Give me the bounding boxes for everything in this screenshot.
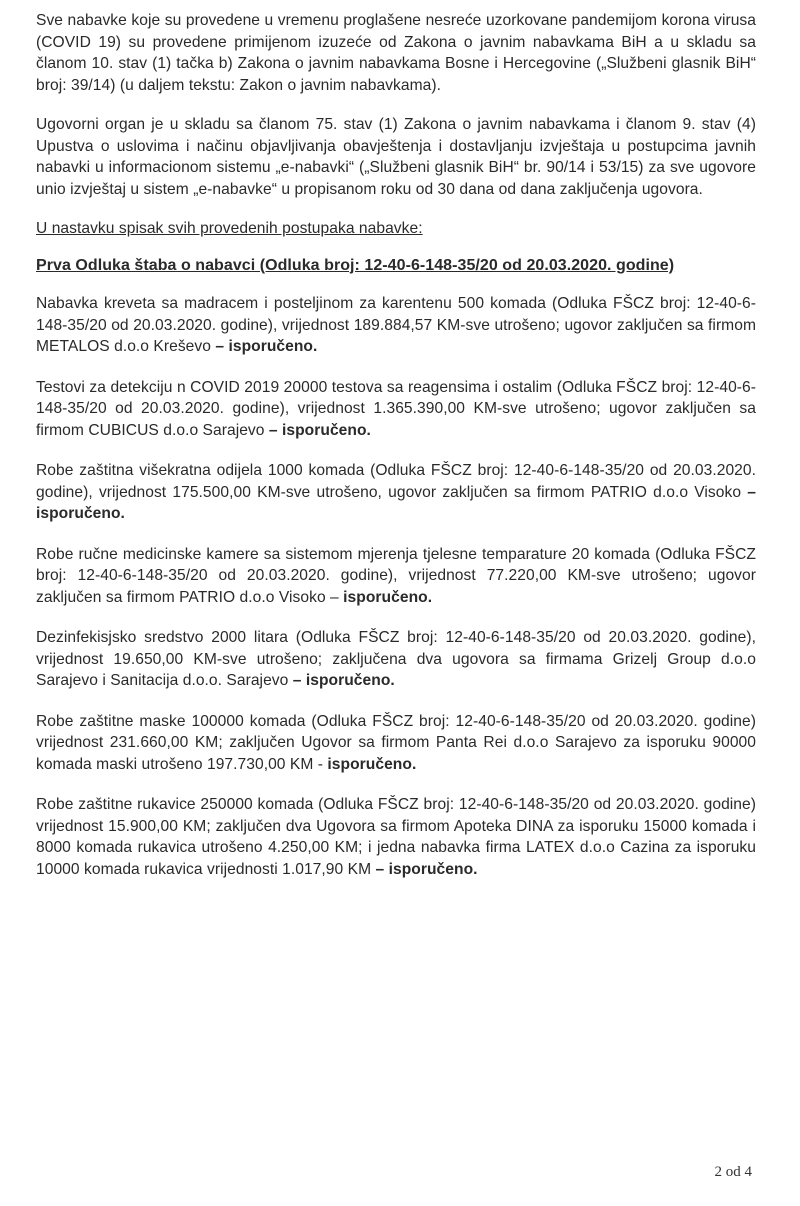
item-text: Testovi za detekciju n COVID 2019 20000 testova sa reagensima i ostalim (Odluka FŠCZ broj: 12-40-6-148-35/20 od 20.03.2020. godine), vrijednost 1.365.390,00 KM-sve utrošeno; ugovor zaključen sa firmom CUBICUS d.o.o Sarajevo [36,378,756,439]
item-text: Nabavka kreveta sa madracem i posteljinom za karentenu 500 komada (Odluka FŠCZ broj: 12-40-6-148-35/20 od 20.03.2020. godine), vrijednost 189.884,57 KM-sve utrošeno; ugovor zaključen sa firmom METALOS d.o.o Kreševo [36,295,756,355]
procurement-list-heading: U nastavku spisak svih provedenih postupaka nabavke: [36,220,423,237]
page-number: 2 od 4 [714,1164,752,1180]
procurement-item-disinfectant [36,627,756,692]
intro-paragraph-reporting: Ugovorni organ je u skladu sa članom 75. stav (1) Zakona o javnim nabavkama i članom 9. stav (4) Upustva o uslovima i načinu objavljivanja obavještenja i dostavljanju izvještaja u postupcima javnih nabavki u informacionom sistemu „e-nabavki“ („Službeni glasnik BiH“ br. 90/14 i 53/15) za sve ugovore unio izvještaj u sistem „e-nabavke“ u propisanom roku od 30 dana od dana zaključenja ugovora. [36,116,756,198]
item-text: Robe zaštitne rukavice 250000 komada (Odluka FŠCZ broj: 12-40-6-148-35/20 od 20.03.2020. godine) vrijednost 15.900,00 KM; zaključen dva Ugovora sa firmom Apoteka DINA za isporuku 15000 komada i 8000 komada rukavica utrošeno 4.250,00 KM; i jedna nabavka firma LATEX d.o.o Cazina za isporuku 10000 komada rukavica vrijednosti 1.017,90 KM [36,796,756,878]
item-text: Robe zaštitna višekratna odijela 1000 komada (Odluka FŠCZ broj: 12-40-6-148-35/20 od 20.03.2020. godine), vrijednost 175.500,00 KM-sve utrošeno, ugovor zaključen sa firmom PATRIO d.o.o Visoko [36,462,756,501]
item-status: – isporučeno. [292,672,395,689]
procurement-item-tests [36,377,756,442]
item-status: isporučeno. [327,755,417,773]
item-text: Robe ručne medicinske kamere sa sistemom mjerenja tjelesne temparature 20 komada (Odluka FŠCZ broj: 12-40-6-148-35/20 od 20.03.2020. godine), vrijednost 77.220,00 KM-sve utrošeno; ugovor zaključen sa firmom PATRIO d.o.o Visoko – [36,545,756,606]
item-text: Robe zaštitne maske 100000 komada (Odluka FŠCZ broj: 12-40-6-148-35/20 od 20.03.2020. godine) vrijednost 231.660,00 KM; zaključen Ugovor sa firmom Panta Rei d.o.o Sarajevo za isporuku 90000 komada maski utrošeno 197.730,00 KM - [36,712,756,773]
item-status: – isporučeno. [375,860,478,878]
procurement-item-thermal-cameras [36,544,756,609]
procurement-item-beds [36,293,756,358]
item-status: isporučeno. [343,588,433,606]
procurement-item-protective-suits [36,460,756,525]
item-status: – isporučeno. [215,338,318,355]
procurement-item-gloves [36,794,756,880]
procurement-item-masks [36,711,756,776]
intro-paragraph-legal-basis: Sve nabavke koje su provedene u vremenu proglašene nesreće uzorkovane pandemijom korona virusa (COVID 19) su provedene primijenom izuzeće od Zakona o javnim nabavkama BiH a u skladu sa članom 10. stav (1) tačka b) Zakona o javnim nabavkama Bosne i Hercegovine („Službeni glasnik BiH“ broj: 39/14) (u daljem tekstu: Zakon o javnim nabavkama). [36,12,756,94]
item-status: – isporučeno. [268,421,371,439]
item-status: – isporučeno. [36,483,756,522]
item-text: Dezinfekisjsko sredstvo 2000 litara (Odluka FŠCZ broj: 12-40-6-148-35/20 od 20.03.2020. godine), vrijednost 19.650,00 KM-sve utrošeno; zaključena dva ugovora sa firmama Grizelj Group d.o.o Sarajevo i Sanitacija d.o.o. Sarajevo [36,629,756,689]
section-heading-first-decision: Prva Odluka štaba o nabavci (Odluka broj: 12-40-6-148-35/20 od 20.03.2020. godine) [36,256,675,274]
